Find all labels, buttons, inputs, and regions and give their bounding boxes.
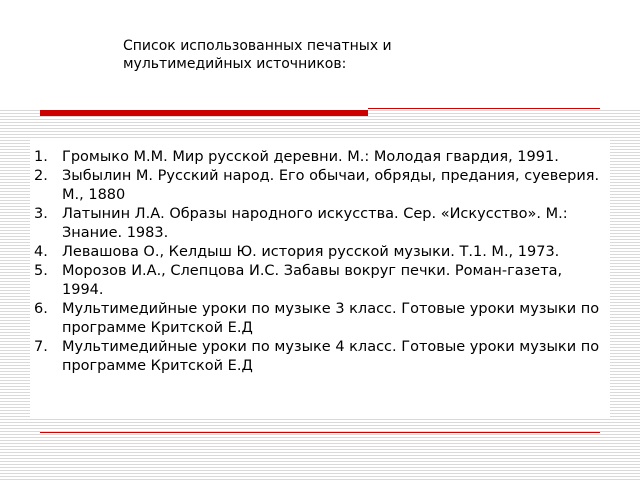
list-item xyxy=(34,148,602,167)
list-item-text: Морозов И.А., Слепцова И.С. Забавы вокруг печки. Роман-газета, 1994. xyxy=(62,263,563,298)
slide-title: Список использованных печатных и мультимедийных источников: xyxy=(123,38,392,72)
list-item-text: Мультимедийные уроки по музыке 4 класс. Готовые уроки музыки по программе Критской Е.Д xyxy=(62,339,600,374)
list-item-number: 5. xyxy=(34,263,48,279)
sources-list xyxy=(34,148,602,376)
list-item-text: Латынин Л.А. Образы народного искусства. Сер. «Искусство». М.: Знание. 1983. xyxy=(62,206,568,241)
list-item-text: Левашова О., Келдыш Ю. история русской музыки. Т.1. М., 1973. xyxy=(62,244,560,260)
list-item-number: 3. xyxy=(34,206,48,222)
list-item xyxy=(34,262,602,300)
list-item-number: 4. xyxy=(34,244,48,260)
list-item-number: 7. xyxy=(34,339,48,355)
list-item-text: Зыбылин М. Русский народ. Его обычаи, обряды, предания, суеверия. М., 1880 xyxy=(62,168,600,203)
list-item-text: Громыко М.М. Мир русской деревни. М.: Молодая гвардия, 1991. xyxy=(62,149,559,165)
list-item-number: 2. xyxy=(34,168,48,184)
title-underline-line xyxy=(368,108,600,109)
list-item xyxy=(34,300,602,338)
list-item-number: 1. xyxy=(34,149,48,165)
list-item-text: Мультимедийные уроки по музыке 3 класс. Готовые уроки музыки по программе Критской Е.Д xyxy=(62,301,600,336)
list-item-number: 6. xyxy=(34,301,48,317)
title-underline-bar xyxy=(40,110,368,116)
list-item xyxy=(34,338,602,376)
list-item xyxy=(34,205,602,243)
list-item xyxy=(34,167,602,205)
list-item xyxy=(34,243,602,262)
bottom-divider xyxy=(40,432,600,433)
